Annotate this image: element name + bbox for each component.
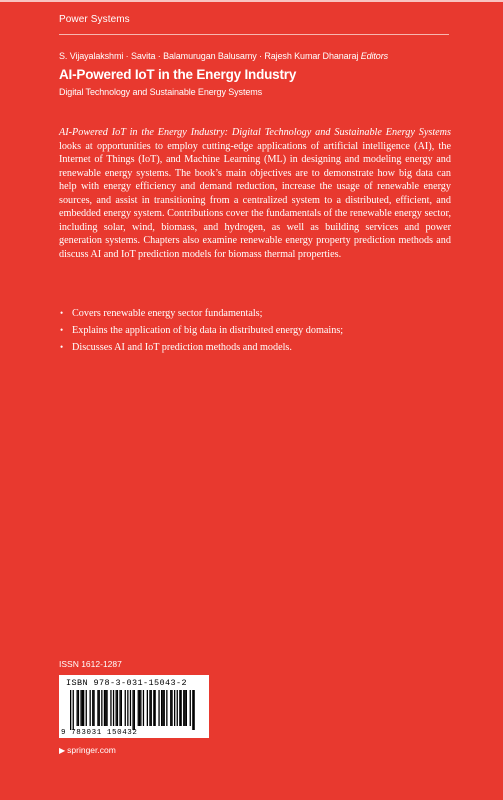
list-item	[59, 305, 459, 322]
book-title: AI-Powered IoT in the Energy Industry	[59, 67, 297, 82]
barcode-bar	[117, 690, 118, 726]
barcode-bar	[101, 690, 102, 726]
springer-link-text: springer.com	[67, 745, 116, 755]
list-item	[59, 339, 459, 356]
arrow-right-icon: ▶	[59, 746, 66, 755]
issn: ISSN 1612-1287	[59, 659, 122, 669]
barcode-bar	[170, 690, 171, 726]
barcode-bar	[70, 690, 71, 730]
barcode-bar	[105, 690, 106, 726]
barcode-bar	[194, 690, 195, 730]
springer-link[interactable]	[59, 745, 116, 755]
barcode-bar	[161, 690, 162, 726]
barcode-bar	[162, 690, 163, 726]
barcode-bar	[121, 690, 122, 726]
barcode-bar	[174, 690, 175, 726]
barcode-bar	[113, 690, 114, 726]
bullet-text: Explains the application of big data in distributed energy domains;	[72, 325, 344, 336]
barcode-bar	[171, 690, 172, 726]
barcode-bar	[155, 690, 156, 726]
barcode-bar	[164, 690, 165, 726]
barcode-bar	[192, 690, 193, 730]
barcode-bar	[125, 690, 126, 726]
barcode-bar	[82, 690, 83, 726]
description-body: looks at opportunities to employ cutting-edge applications of artificial intelligence (AI), the Internet of Things (IoT), and Machine Learning (ML) in designing and modeling energy and renewable energy systems. The book’s main objectives are to demonstrate how big data can help with energy efficiency and demand reduction, increase the usage of renewable energy sources, and assist in transitioning from a centralized system to a distributed, efficient, and embedded energy system. Contributions cover the fundamentals of the renewable energy sector, including solar, wind, biomass, and hydrogen, as well as building services and power generation systems. Chapters also examine renewable energy property prediction methods and discuss AI and IoT prediction models for biomass thermal properties.	[59, 140, 451, 260]
editors-line	[59, 51, 388, 61]
barcode-bar	[80, 690, 81, 726]
barcode-bar	[181, 690, 182, 726]
ean-digits: 9 783031 150432	[61, 729, 138, 737]
barcode-bar	[97, 690, 98, 726]
barcode-bar	[119, 690, 120, 726]
barcode-bar	[166, 690, 167, 726]
barcode-bar	[140, 690, 141, 726]
barcode-bar	[183, 690, 184, 726]
isbn-text: ISBN 978-3-031-15043-2	[66, 678, 188, 688]
divider	[59, 34, 449, 35]
barcode-bar	[177, 690, 178, 726]
barcode-bar	[179, 690, 180, 726]
barcode-bar	[143, 690, 144, 726]
barcode-bar	[99, 690, 100, 726]
top-border	[0, 0, 503, 2]
barcode-bar	[153, 690, 154, 726]
bullet-text: Discusses AI and IoT prediction methods and models.	[72, 342, 292, 353]
barcode-bar	[127, 690, 128, 726]
barcode-bar	[106, 690, 107, 726]
editors-label: Editors	[360, 51, 388, 61]
barcode-bar	[138, 690, 139, 726]
bullet-text: Covers renewable energy sector fundamentals;	[72, 308, 263, 319]
bullet-icon: •	[60, 342, 64, 352]
barcode-bar	[77, 690, 78, 726]
barcode-bar	[86, 690, 87, 726]
editor-names: S. Vijayalakshmi · Savita · Balamurugan Balusamy · Rajesh Kumar Dhanaraj	[59, 51, 359, 61]
barcode-bar	[130, 690, 131, 726]
barcode-bar	[132, 690, 133, 730]
barcode-bars	[70, 690, 200, 730]
bullet-icon: •	[60, 325, 64, 335]
list-item	[59, 322, 459, 339]
barcode-bar	[73, 690, 74, 730]
barcode-bar	[139, 690, 140, 726]
barcode-bar	[186, 690, 187, 726]
description-italic-title: AI-Powered IoT in the Energy Industry: Digital Technology and Sustainable Energy Systems	[59, 127, 451, 138]
bullet-icon: •	[60, 308, 64, 318]
barcode-bar	[190, 690, 191, 726]
barcode	[59, 675, 209, 738]
series-name: Power Systems	[59, 14, 130, 25]
description	[59, 126, 451, 261]
barcode-bar	[134, 690, 135, 730]
barcode-bar	[149, 690, 150, 726]
barcode-bar	[184, 690, 185, 726]
barcode-bar	[90, 690, 91, 726]
barcode-bar	[93, 690, 94, 726]
barcode-bar	[92, 690, 93, 726]
book-subtitle: Digital Technology and Sustainable Energy Systems	[59, 87, 263, 97]
barcode-bar	[83, 690, 84, 726]
barcode-bar	[158, 690, 159, 726]
barcode-bar	[116, 690, 117, 726]
barcode-bar	[110, 690, 111, 726]
barcode-bar	[147, 690, 148, 726]
barcode-bar	[78, 690, 79, 726]
barcode-bar	[104, 690, 105, 726]
bullet-list	[59, 305, 459, 356]
barcode-bar	[151, 690, 152, 726]
